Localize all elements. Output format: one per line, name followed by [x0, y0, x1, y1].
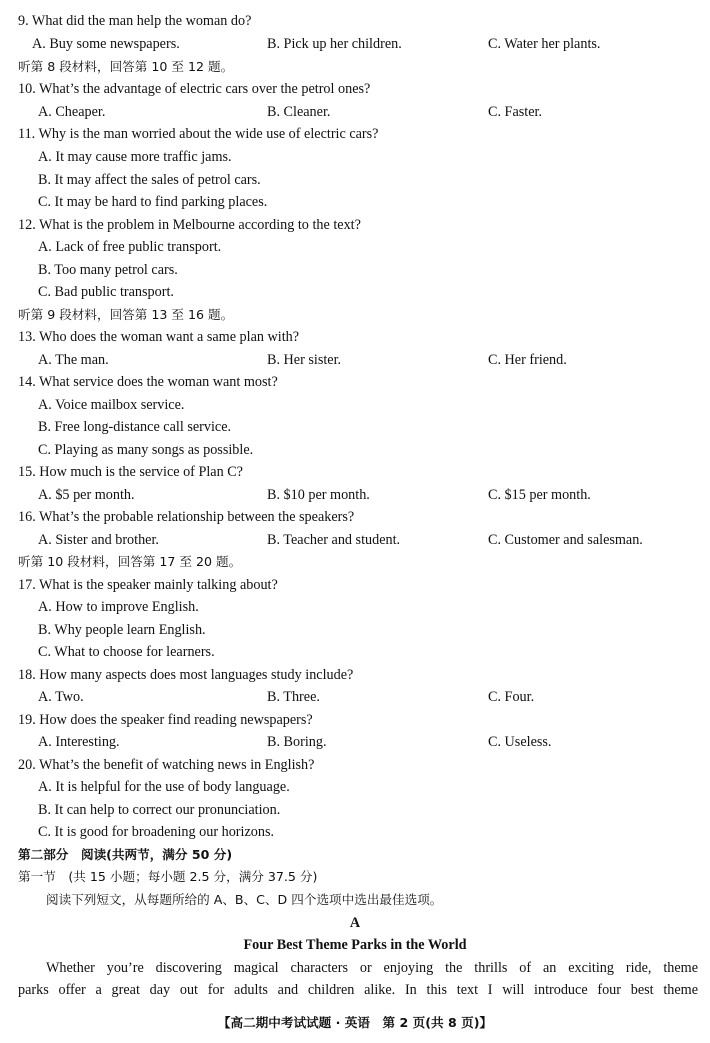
option-c: C. What to choose for learners. [38, 644, 215, 660]
option-a: A. Sister and brother. [38, 532, 159, 548]
option-a: A. It is helpful for the use of body language. [38, 779, 290, 795]
option-a: A. The man. [38, 352, 109, 368]
page-footer: 【高二期中考试试题 · 英语 第 2 页(共 8 页)】 [217, 1015, 493, 1030]
option-c: C. Customer and salesman. [488, 532, 643, 548]
question-16: 16. What’s the probable relationship between the speakers? [18, 509, 355, 525]
question-18: 18. How many aspects does most languages study include? [18, 667, 354, 683]
option-b: B. Boring. [267, 734, 327, 750]
question-19-options [0, 732, 710, 752]
question-20: 20. What’s the benefit of watching news in English? [18, 757, 315, 773]
part-two-heading: 第二部分 阅读(共两节，满分 50 分) [18, 847, 233, 862]
option-a: A. Cheaper. [38, 104, 106, 120]
passage-title: Four Best Theme Parks in the World [243, 937, 467, 953]
option-b: B. Pick up her children. [267, 36, 402, 52]
option-c: C. Her friend. [488, 352, 567, 368]
question-12: 12. What is the problem in Melbourne according to the text? [18, 217, 361, 233]
option-c: C. $15 per month. [488, 487, 591, 503]
question-9-options [0, 34, 710, 54]
passage-line-1: Whether you’re discovering magical characters or enjoying the thrills of an exciting ride, theme [46, 960, 698, 976]
option-c: C. It is good for broadening our horizons. [38, 824, 275, 840]
question-10: 10. What’s the advantage of electric cars over the petrol ones? [18, 81, 371, 97]
option-b: B. Her sister. [267, 352, 342, 368]
option-b: B. Three. [267, 689, 320, 705]
option-b: B. Too many petrol cars. [38, 262, 178, 278]
question-9: 9. What did the man help the woman do? [18, 13, 252, 29]
question-11: 11. Why is the man worried about the wide use of electric cars? [18, 126, 379, 142]
option-a: A. Voice mailbox service. [38, 397, 185, 413]
option-c: C. Water her plants. [488, 36, 601, 52]
option-b: B. Teacher and student. [267, 532, 401, 548]
question-14: 14. What service does the woman want most? [18, 374, 278, 390]
option-a: A. $5 per month. [38, 487, 135, 503]
option-c: C. Faster. [488, 104, 542, 120]
option-b: B. Cleaner. [267, 104, 331, 120]
reading-directions: 阅读下列短文，从每题所给的 A、B、C、D 四个选项中选出最佳选项。 [46, 892, 443, 907]
question-18-options [0, 687, 710, 707]
question-13: 13. Who does the woman want a same plan with? [18, 329, 300, 345]
section-one-heading: 第一节 (共 15 小题；每小题 2.5 分，满分 37.5 分) [18, 869, 318, 884]
question-19: 19. How does the speaker find reading newspapers? [18, 712, 313, 728]
question-15-options [0, 485, 710, 505]
option-a: A. Buy some newspapers. [32, 36, 180, 52]
passage-label: A [349, 915, 361, 931]
passage-line-2: parks offer a great day out for adults and children alike. In this text I will introduce four best theme [18, 982, 698, 998]
option-a: A. How to improve English. [38, 599, 199, 615]
question-17: 17. What is the speaker mainly talking about? [18, 577, 278, 593]
option-c: C. Four. [488, 689, 535, 705]
option-a: A. It may cause more traffic jams. [38, 149, 232, 165]
option-b: B. $10 per month. [267, 487, 370, 503]
option-c: C. Bad public transport. [38, 284, 174, 300]
instruction-segment-10: 听第 10 段材料，回答第 17 至 20 题。 [18, 554, 242, 569]
instruction-segment-8: 听第 8 段材料，回答第 10 至 12 题。 [18, 59, 234, 74]
question-10-options [0, 102, 710, 122]
option-a: A. Interesting. [38, 734, 120, 750]
instruction-segment-9: 听第 9 段材料，回答第 13 至 16 题。 [18, 307, 234, 322]
question-16-options [0, 530, 710, 550]
option-c: C. It may be hard to find parking places. [38, 194, 268, 210]
option-b: B. It can help to correct our pronunciation. [38, 802, 281, 818]
question-13-options [0, 350, 710, 370]
option-b: B. Free long-distance call service. [38, 419, 232, 435]
option-a: A. Lack of free public transport. [38, 239, 222, 255]
option-b: B. Why people learn English. [38, 622, 206, 638]
option-c: C. Useless. [488, 734, 552, 750]
option-a: A. Two. [38, 689, 84, 705]
option-b: B. It may affect the sales of petrol cars. [38, 172, 261, 188]
question-15: 15. How much is the service of Plan C? [18, 464, 243, 480]
option-c: C. Playing as many songs as possible. [38, 442, 254, 458]
